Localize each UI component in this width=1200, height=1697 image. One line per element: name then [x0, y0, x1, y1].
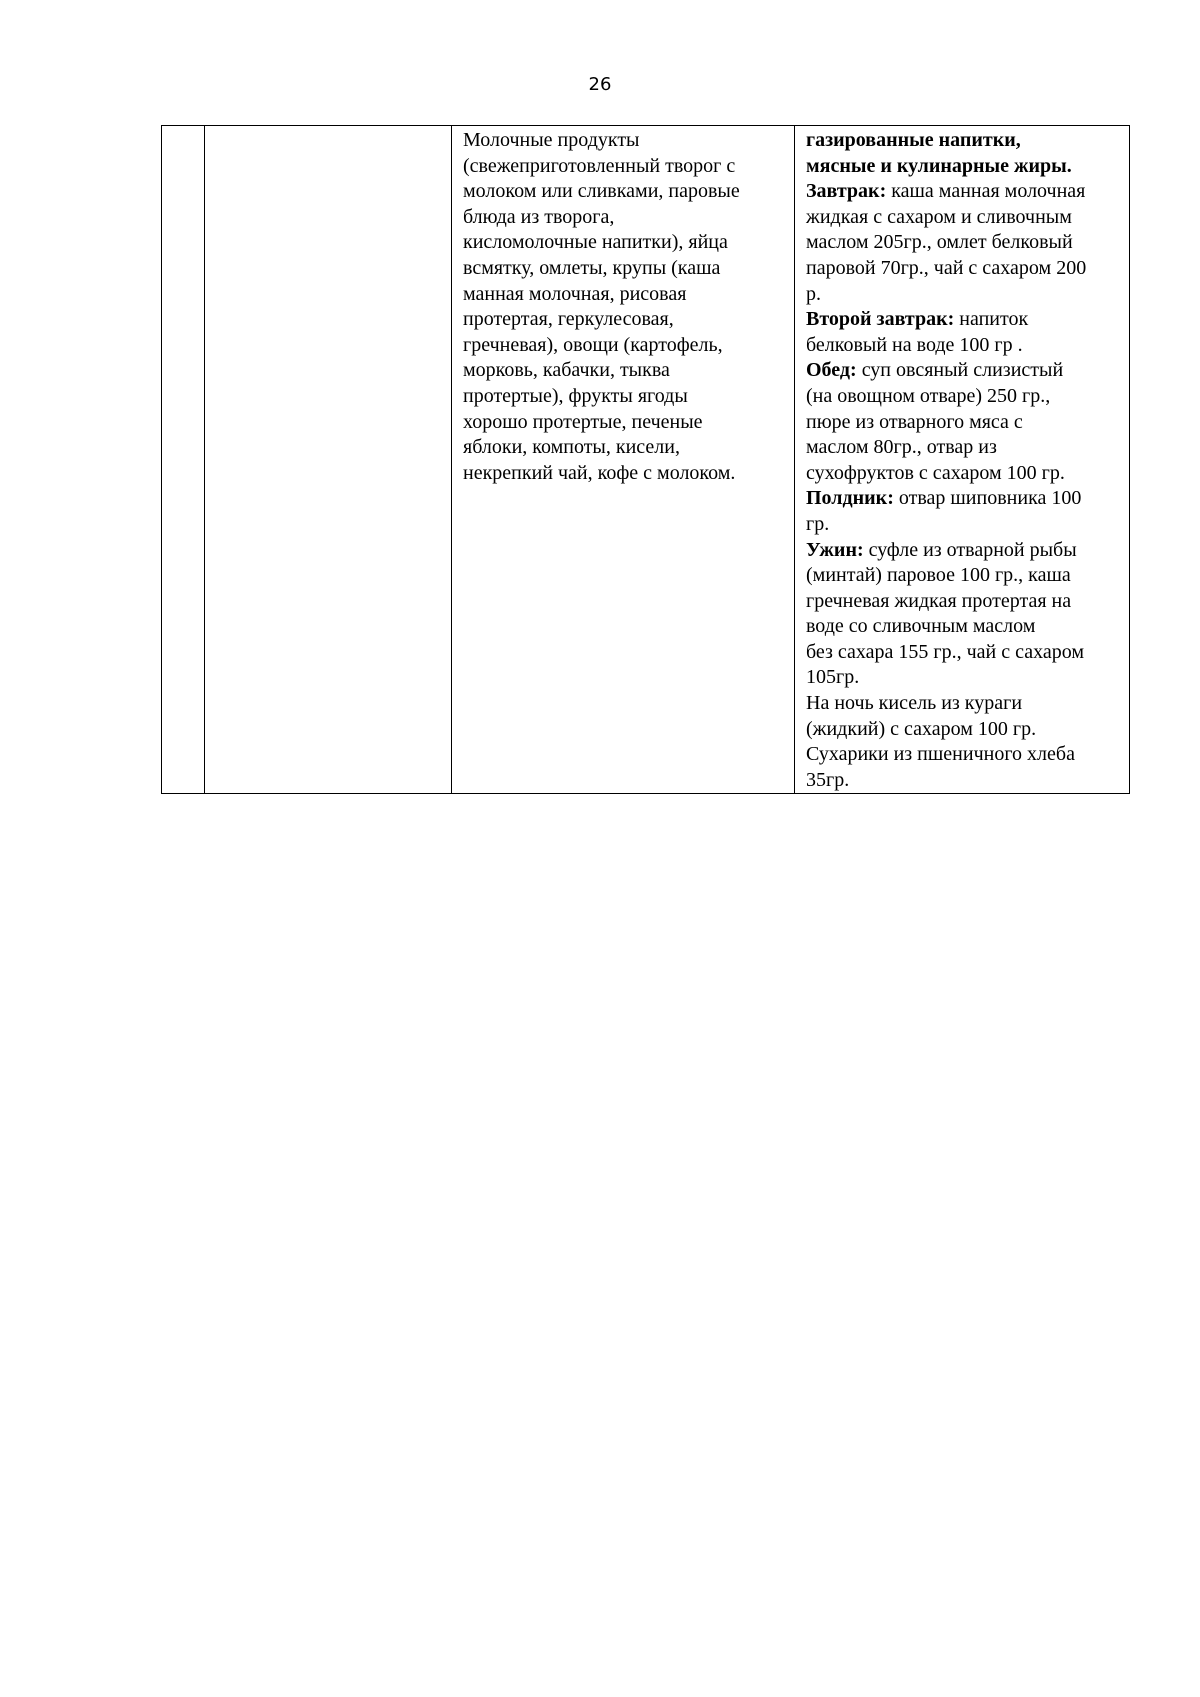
allowed-products-line: гречневая), овощи (картофель,	[463, 333, 723, 356]
dinner-line: воде со сливочным маслом	[806, 615, 1036, 638]
lunch-text: суп овсяный слизистый	[856, 359, 1064, 382]
dinner-text: суфле из отварной рыбы	[863, 538, 1077, 561]
lunch-line: сухофруктов с сахаром 100 гр.	[806, 461, 1065, 484]
allowed-products-line: всмятку, омлеты, крупы (каша	[463, 256, 721, 279]
allowed-products-line: протертые), фрукты ягоды	[463, 384, 688, 407]
night-snack-line: 35гр.	[806, 768, 850, 791]
allowed-products-line: яблоки, компоты, кисели,	[463, 436, 680, 459]
breakfast-label: Завтрак:	[806, 180, 887, 203]
table-row	[162, 126, 1130, 794]
table-cell-number	[162, 126, 205, 794]
breakfast-line: паровой 70гр., чай с сахаром 200	[806, 256, 1087, 279]
allowed-products-line: блюда из творога,	[463, 205, 615, 228]
lunch-line: (на овощном отваре) 250 гр.,	[806, 384, 1051, 407]
breakfast-text: каша манная молочная	[886, 180, 1086, 203]
lunch-line: маслом 80гр., отвар из	[806, 436, 997, 459]
breakfast-first-line	[806, 179, 1129, 205]
allowed-products-line: Молочные продукты	[463, 129, 640, 151]
allowed-products-line: кисломолочные напитки), яйца	[463, 231, 728, 254]
night-snack-line: (жидкий) с сахаром 100 гр.	[806, 717, 1037, 740]
page-number: 26	[588, 74, 612, 95]
breakfast-line: маслом 205гр., омлет белковый	[806, 231, 1073, 254]
afternoon-snack-first-line	[806, 486, 1129, 512]
diet-table	[161, 125, 1130, 794]
afternoon-snack-line: гр.	[806, 512, 830, 535]
dinner-line: 105гр.	[806, 666, 860, 689]
allowed-products-line: протертая, геркулесовая,	[463, 308, 674, 331]
night-snack-line: На ночь кисель из кураги	[806, 692, 1023, 715]
lunch-label: Обед:	[806, 359, 857, 382]
lunch-first-line	[806, 358, 1129, 384]
allowed-products-line: молоком или сливками, паровые	[463, 180, 740, 203]
breakfast-line: р.	[806, 282, 821, 305]
second-breakfast-line: белковый на воде 100 гр .	[806, 333, 1023, 356]
allowed-products-line: хорошо протертые, печеные	[463, 410, 703, 433]
afternoon-snack-text: отвар шиповника 100	[893, 487, 1082, 510]
second-breakfast-label: Второй завтрак:	[806, 308, 955, 331]
second-breakfast-text: напиток	[954, 308, 1029, 331]
lunch-line: пюре из отварного мяса с	[806, 410, 1023, 433]
allowed-products-line: некрепкий чай, кофе с молоком.	[463, 461, 736, 484]
dinner-line: гречневая жидкая протертая на	[806, 589, 1072, 612]
dinner-line: без сахара 155 гр., чай с сахаром	[806, 640, 1085, 663]
table-cell-diet	[205, 126, 452, 794]
excluded-products-line: газированные напитки,	[806, 129, 1021, 151]
table-cell-menu	[795, 126, 1130, 794]
allowed-products-line: морковь, кабачки, тыква	[463, 359, 670, 382]
afternoon-snack-label: Полдник:	[806, 487, 894, 510]
second-breakfast-first-line	[806, 307, 1129, 333]
dinner-line: (минтай) паровое 100 гр., каша	[806, 564, 1071, 587]
allowed-products-line: манная молочная, рисовая	[463, 282, 687, 305]
allowed-products-line: (свежеприготовленный творог с	[463, 154, 736, 177]
dinner-first-line	[806, 538, 1129, 564]
table-cell-allowed-products	[452, 126, 795, 794]
dinner-label: Ужин:	[806, 538, 864, 561]
night-snack-line: Сухарики из пшеничного хлеба	[806, 743, 1075, 766]
breakfast-line: жидкая с сахаром и сливочным	[806, 205, 1072, 228]
excluded-products-line: мясные и кулинарные жиры.	[806, 154, 1072, 177]
